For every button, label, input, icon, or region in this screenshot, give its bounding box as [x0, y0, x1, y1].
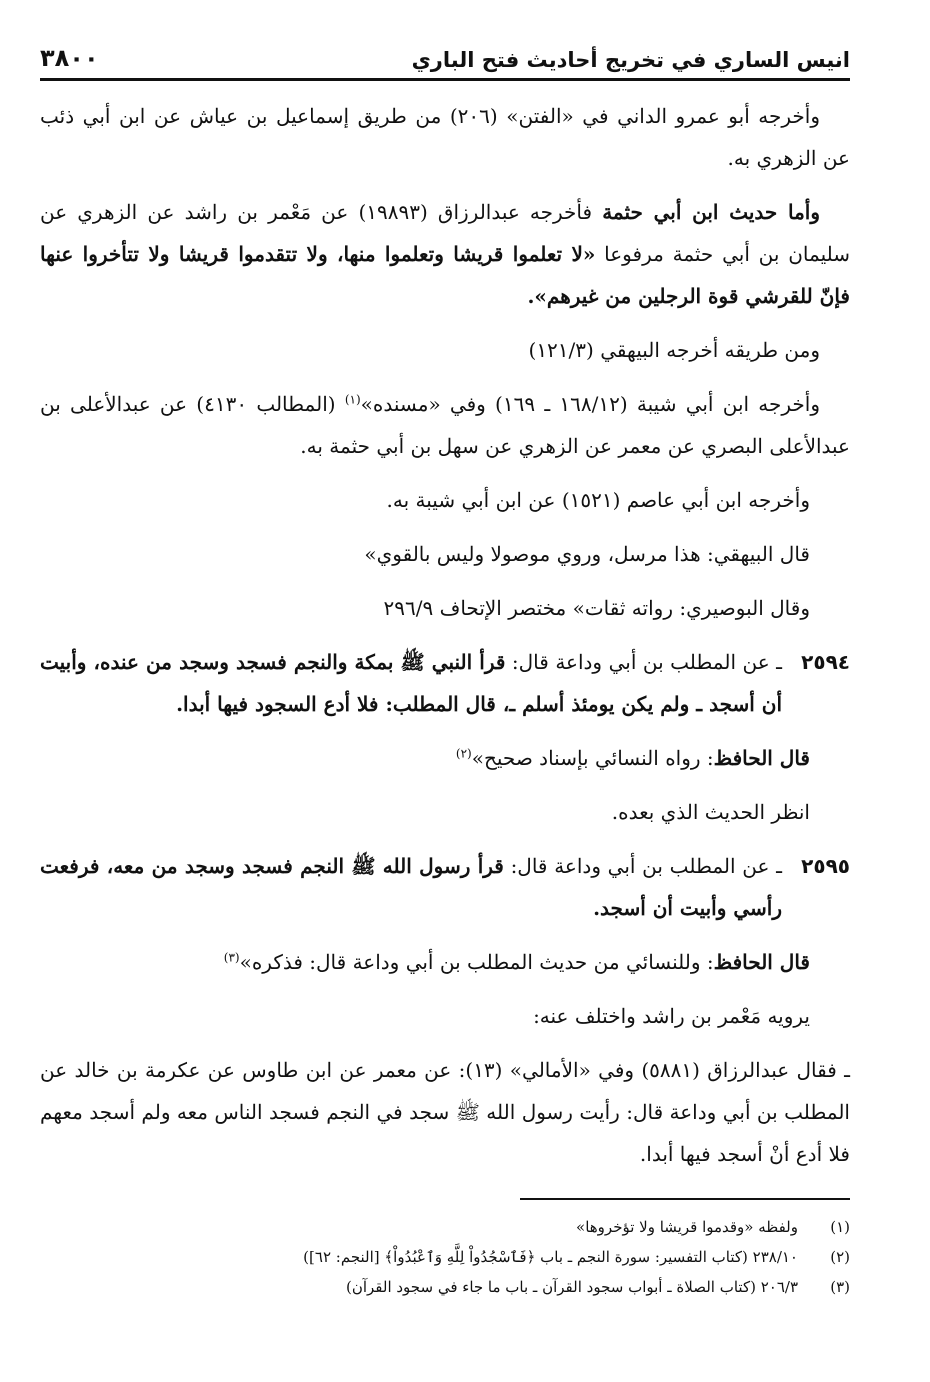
paragraph-2-lead: وأما حديث ابن أبي حثمة — [602, 200, 821, 224]
page-header — [40, 28, 850, 81]
footnote-3 — [40, 1272, 850, 1302]
paragraph-3: ومن طريقه أخرجه البيهقي (١٢١/٣) — [528, 338, 820, 362]
footnote-2 — [40, 1242, 850, 1272]
hafiz-label: قال الحافظ — [713, 746, 810, 770]
footnote-number: (٢) — [830, 1248, 850, 1266]
footnote-ref-3[interactable]: (٣) — [223, 950, 240, 965]
hafiz-text: : وللنسائي من حديث المطلب بن أبي وداعة قال: فذكره» — [239, 950, 714, 974]
footnote-ref-1[interactable]: (١) — [344, 392, 361, 407]
hafiz-comment-2595 — [40, 941, 850, 983]
footnote-ref-2[interactable]: (٢) — [455, 746, 472, 761]
footnote-number: (١) — [830, 1218, 850, 1236]
paragraph-6: قال البيهقي: هذا مرسل، وروي موصولا وليس بالقوي» — [364, 542, 810, 566]
paragraph-1: وأخرجه أبو عمرو الداني في «الفتن» (٢٠٦) من طريق إسماعيل بن عياش عن ابن أبي ذئب عن الزهري به. — [40, 104, 850, 170]
hadith-2595 — [40, 845, 850, 929]
hadith-number: ٢٥٩٥ — [801, 854, 850, 878]
hadith-intro: ـ عن المطلب بن أبي وداعة قال: — [503, 854, 782, 878]
paragraph-7: وقال البوصيري: رواته ثقات» مختصر الإتحاف ٢٩٦/٩ — [383, 596, 810, 620]
hadith-2595-note-2: ـ فقال عبدالرزاق (٥٨٨١) وفي «الأمالي» (١٣): عن معمر عن ابن طاوس عن عكرمة بن خالد عن المطلب بن أبي وداعة قال: رأيت رسول الله ﷺ سجد في النجم فسجد الناس معه ولم أسجد معهم فلا أدع أنْ أسجد فيها أبدا. — [40, 1058, 850, 1166]
book-title: انيس الساري في تخريج أحاديث فتح الباري — [411, 48, 850, 72]
hadith-2594-note: انظر الحديث الذي بعده. — [611, 800, 810, 824]
hadith-matn: قرأ رسول الله ﷺ النجم فسجد وسجد من معه، فرفعت رأسي وأبيت أن أسجد. — [40, 854, 782, 920]
paragraph-4-text-a: وأخرجه ابن أبي شيبة (١٦٨/١٢ ـ ١٦٩) وفي «مسنده» — [360, 392, 821, 416]
hafiz-comment-2594 — [40, 737, 850, 779]
hafiz-text: : رواه النسائي بإسناد صحيح» — [471, 746, 714, 770]
paragraph-2-text: فأخرجه عبدالرزاق (١٩٨٩٣) عن مَعْمر بن راشد عن الزهري عن سليمان بن أبي حثمة مرفوعا — [40, 200, 851, 266]
paragraph-4 — [40, 383, 850, 467]
hadith-2594 — [40, 641, 850, 725]
hadith-2595-note-1: يرويه مَعْمر بن راشد واختلف عنه: — [533, 1004, 810, 1028]
paragraph-4-text-b: (المطالب ٤١٣٠) عن عبدالأعلى بن عبدالأعلى البصري عن معمر عن الزهري عن سهل بن أبي حثمة به. — [40, 392, 850, 458]
page-number: ٣٨٠٠ — [40, 44, 99, 72]
footnote-divider — [520, 1198, 850, 1200]
paragraph-5: وأخرجه ابن أبي عاصم (١٥٢١) عن ابن أبي شيبة به. — [386, 488, 810, 512]
footnote-text: ولفظه «وقدموا قريشا ولا تؤخروها» — [576, 1218, 798, 1236]
footnote-number: (٣) — [830, 1278, 850, 1296]
paragraph-2 — [40, 191, 850, 317]
page — [40, 28, 850, 1187]
footnotes — [40, 1198, 850, 1302]
footnote-text: ٢٣٨/١٠ (كتاب التفسير: سورة النجم ـ باب ﴿فَٱسْجُدُواْ لِلَّهِ وَٱعْبُدُواْ﴾ [النجم: ٦٢]) — [303, 1248, 798, 1266]
hafiz-label: قال الحافظ — [713, 950, 810, 974]
footnote-text: ٢٠٦/٣ (كتاب الصلاة ـ أبواب سجود القرآن ـ باب ما جاء في سجود القرآن) — [345, 1278, 798, 1296]
page-body — [40, 95, 850, 1175]
hadith-number: ٢٥٩٤ — [801, 650, 850, 674]
hadith-intro: ـ عن المطلب بن أبي وداعة قال: — [505, 650, 783, 674]
footnote-1 — [40, 1212, 850, 1242]
paragraph-2-quote: «لا تعلموا قريشا وتعلموا منها، ولا تتقدموا قريشا ولا تتأخروا عنها فإنّ للقرشي قوة الرجلين من غيرهم». — [40, 242, 850, 308]
hadith-matn: قرأ النبي ﷺ بمكة والنجم فسجد وسجد من عنده، وأبيت أن أسجد ـ ولم يكن يومئذ أسلم ـ، قال المطلب: فلا أدع السجود فيها أبدا. — [40, 650, 782, 716]
